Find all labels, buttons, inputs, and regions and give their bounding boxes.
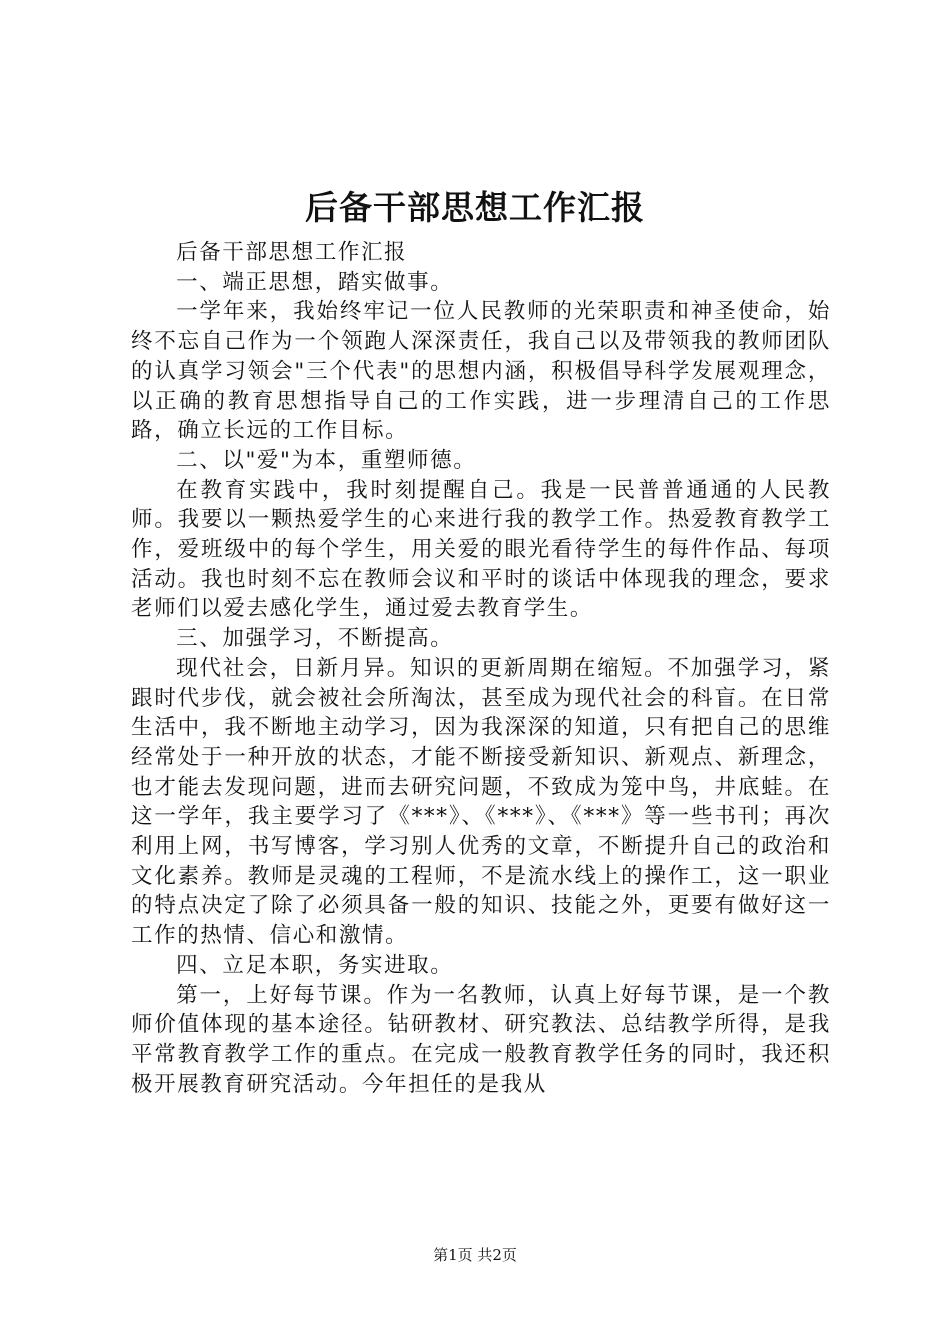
section-heading-4: 四、立足本职，务实进取。 [176,952,454,978]
section-heading-2: 二、以"爱"为本，重塑师德。 [176,447,477,473]
section-heading-1: 一、端正思想，踏实做事。 [176,269,454,295]
page-number-footer: 第1页 共2页 [433,1246,517,1264]
paragraph: 一学年来，我始终牢记一位人民教师的光荣职责和神圣使命，始终不忘自己作为一个领跑人深深责任，我自己以及带领我的教师团队的认真学习领会"三个代表"的思想内涵，积极倡导科学发展观理念，以正确的教育思想指导自己的工作实践，进一步理清自己的工作思路，确立长远的工作目标。 [131,299,831,444]
paragraph-heading-repeat: 后备干部思想工作汇报 [176,240,408,265]
section-heading-3: 三、加强学习，不断提高。 [176,626,454,652]
paragraph: 现代社会，日新月异。知识的更新周期在缩短。不加强学习，紧跟时代步伐，就会被社会所淘汰，甚至成为现代社会的科盲。在日常生活中，我不断地主动学习，因为我深深的知道，只有把自己的思维经常处于一种开放的状态，才能不断接受新知识、新观点、新理念，也才能去发现问题，进而去研究问题，不致成为笼中鸟，井底蛙。在这一学年，我主要学习了《***》、《***》、《***》等一些书刊；再次利用上网，书写博客，学习别人优秀的文章，不断提升自己的政治和文化素养。教师是灵魂的工程师，不是流水线上的操作工，这一职业的特点决定了除了必须具备一般的知识、技能之外，更要有做好这一工作的热情、信心和激情。 [131,655,831,949]
paragraph: 第一，上好每节课。作为一名教师，认真上好每节课，是一个教师价值体现的基本途径。钻研教材、研究教法、总结教学所得，是我平常教育教学工作的重点。在完成一般教育教学任务的同时，我还积极开展教育研究活动。今年担任的是我从 [131,982,831,1097]
document-body [131,238,831,1099]
paragraph: 在教育实践中，我时刻提醒自己。我是一民普普通通的人民教师。我要以一颗热爱学生的心来进行我的教学工作。热爱教育教学工作，爱班级中的每个学生，用关爱的眼光看待学生的每件作品、每项活动。我也时刻不忘在教师会议和平时的谈话中体现我的理念，要求老师们以爱去感化学生，通过爱去教育学生。 [131,477,831,622]
document-title: 后备干部思想工作汇报 [305,188,645,227]
